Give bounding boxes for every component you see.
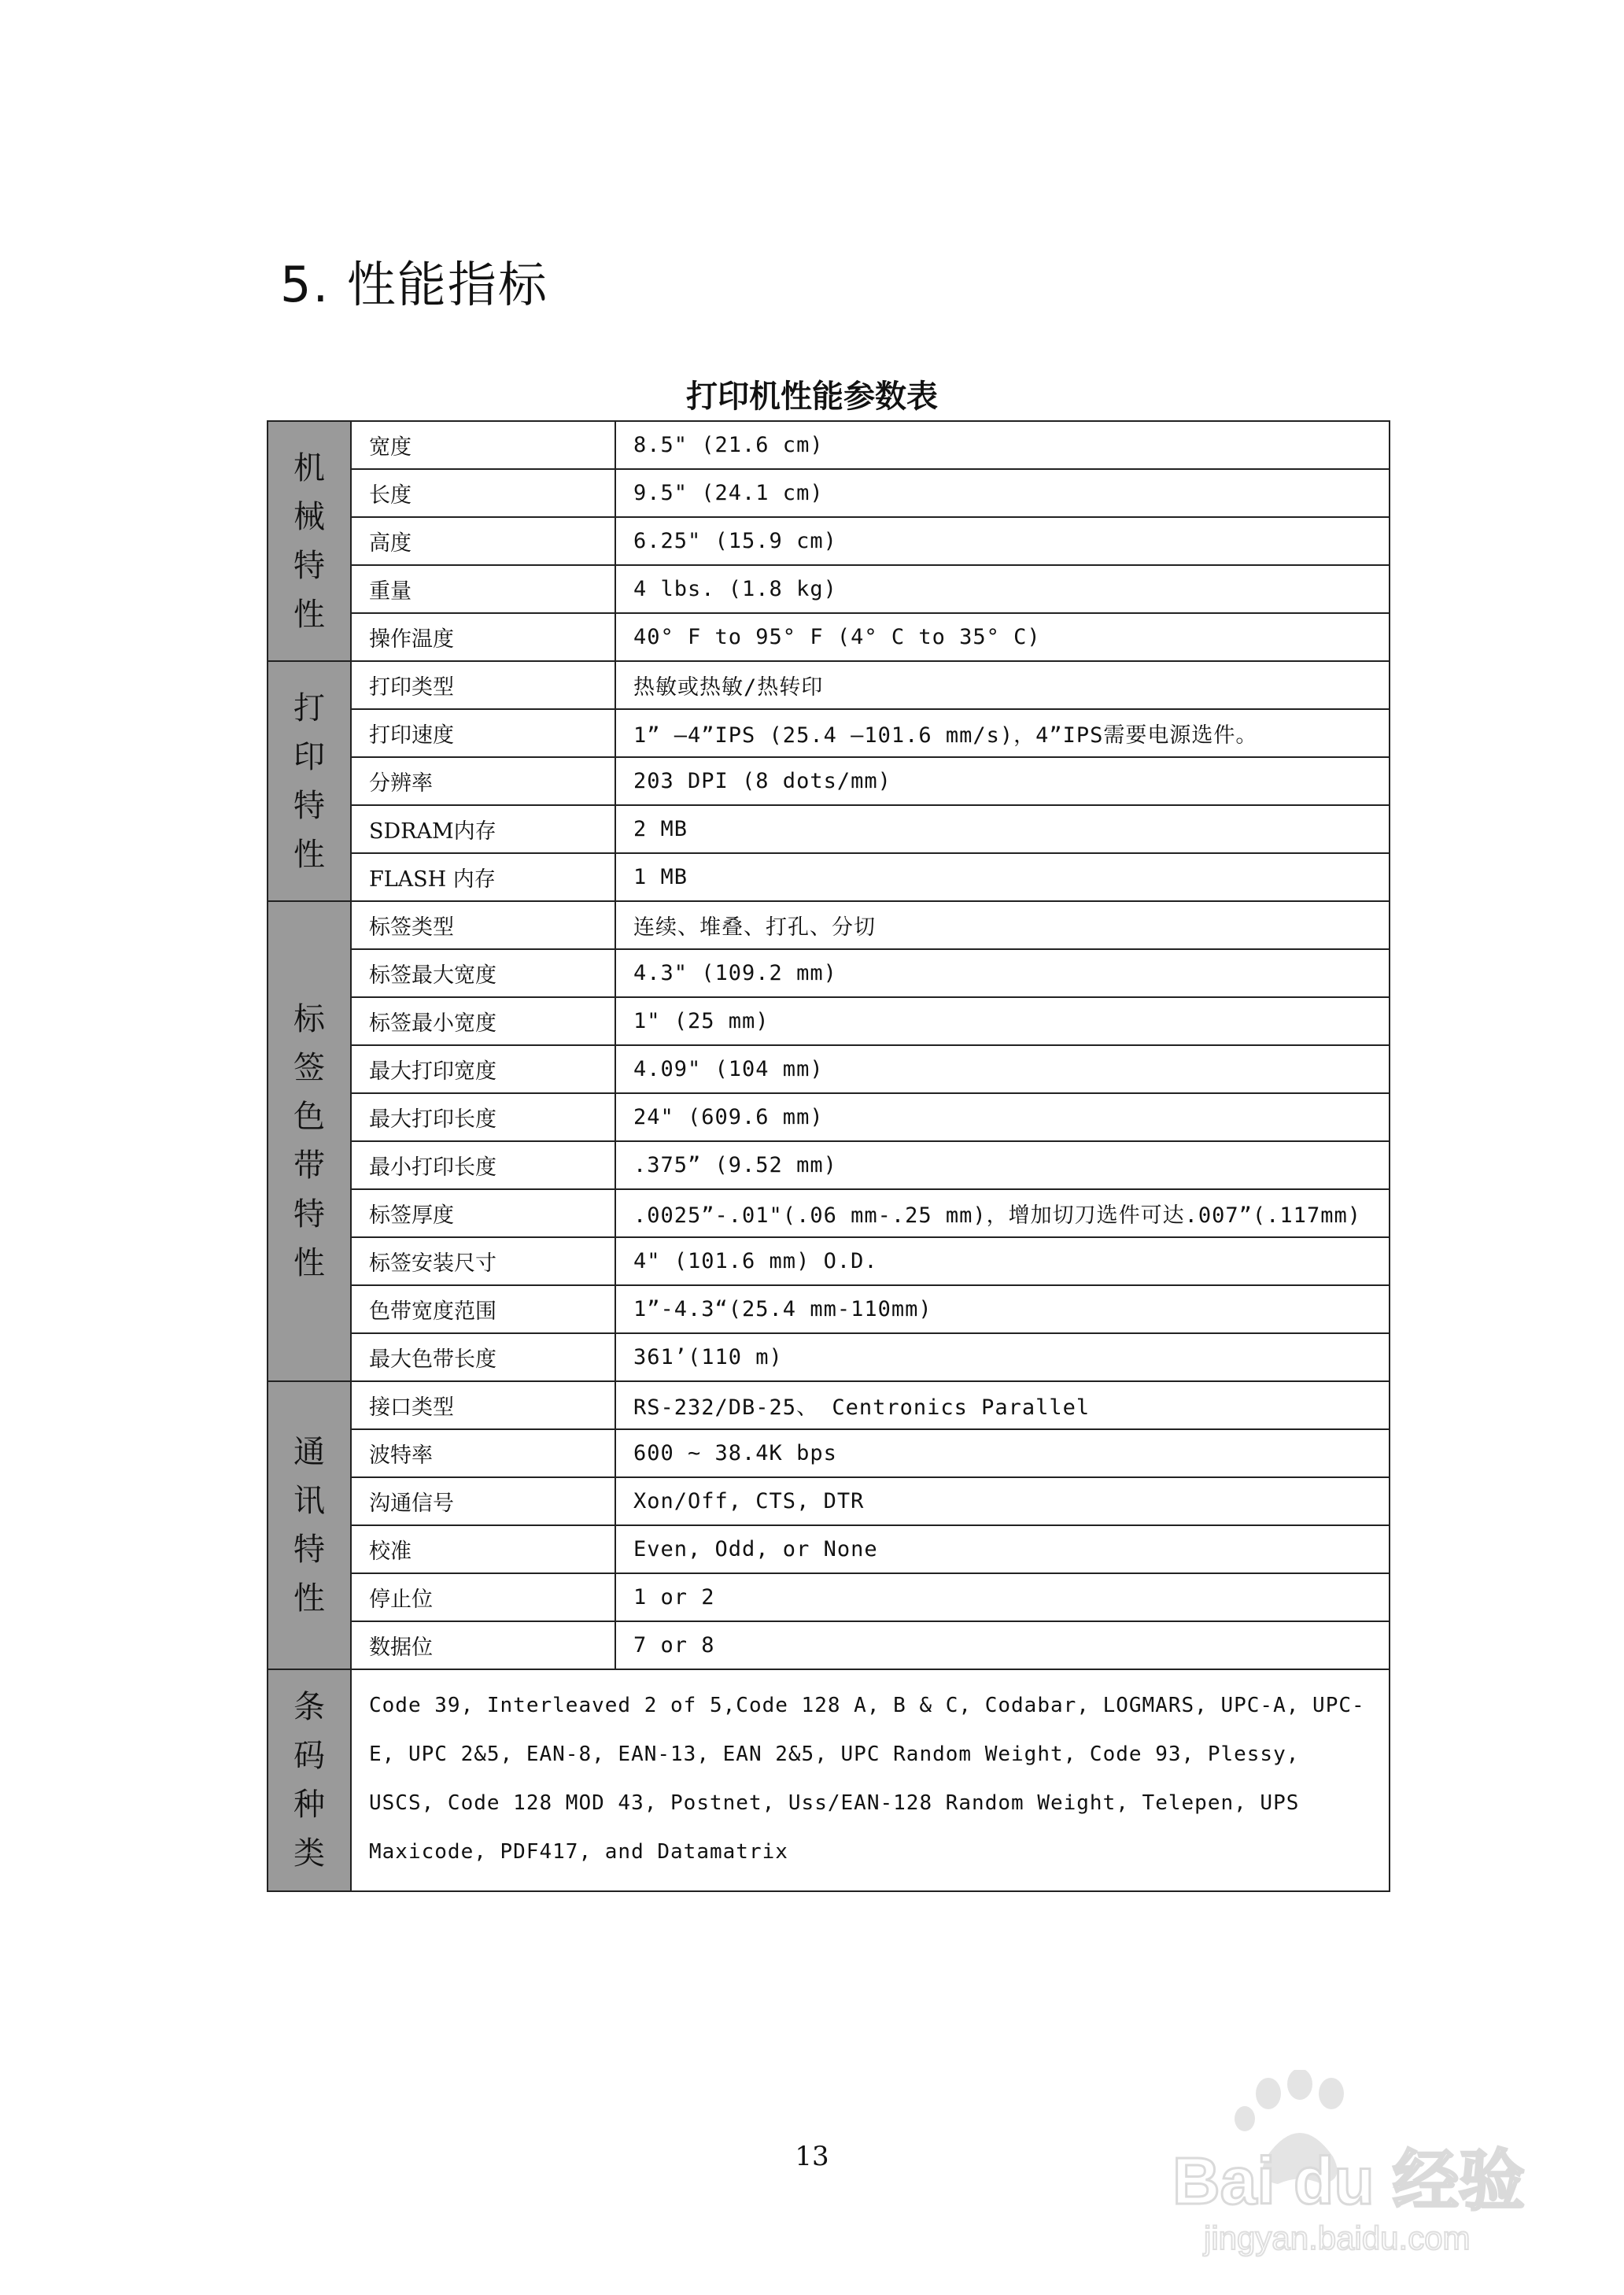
spec-value: .375” (9.52 mm) — [615, 1141, 1390, 1189]
spec-label: 高度 — [351, 517, 615, 565]
spec-value: 203 DPI (8 dots/mm) — [615, 757, 1390, 805]
spec-label: 标签最大宽度 — [351, 949, 615, 997]
table-row — [268, 901, 1390, 949]
table-row — [268, 949, 1390, 997]
table-row — [268, 1477, 1390, 1525]
category-label: 打印特性 — [293, 689, 325, 873]
category-label: 条码种类 — [293, 1689, 325, 1872]
table-row — [268, 805, 1390, 853]
spec-value: 24" (609.6 mm) — [615, 1093, 1390, 1141]
spec-label: FLASH 内存 — [351, 853, 615, 901]
spec-value: 8.5" (21.6 cm) — [615, 421, 1390, 469]
spec-value: 4.3" (109.2 mm) — [615, 949, 1390, 997]
table-row — [268, 1285, 1390, 1333]
watermark-logo-text: Bai du 经验 — [1172, 2144, 1526, 2218]
baidu-jingyan-watermark — [1157, 2070, 1582, 2259]
spec-label: 标签类型 — [351, 901, 615, 949]
spec-label: 打印速度 — [351, 709, 615, 757]
table-row — [268, 709, 1390, 757]
spec-value: 连续、堆叠、打孔、分切 — [615, 901, 1390, 949]
spec-value: 9.5" (24.1 cm) — [615, 469, 1390, 517]
category-cell — [268, 901, 351, 1381]
table-row — [268, 469, 1390, 517]
table-caption: 打印机性能参数表 — [686, 379, 938, 415]
spec-value: 2 MB — [615, 805, 1390, 853]
spec-value: 361’(110 m) — [615, 1333, 1390, 1381]
spec-label: 长度 — [351, 469, 615, 517]
spec-value: 6.25" (15.9 cm) — [615, 517, 1390, 565]
table-row — [268, 1045, 1390, 1093]
spec-value: 600 ~ 38.4K bps — [615, 1429, 1390, 1477]
category-cell — [268, 1381, 351, 1669]
spec-value: 热敏或热敏/热转印 — [615, 661, 1390, 709]
spec-label: 停止位 — [351, 1573, 615, 1621]
spec-value: 1” –4”IPS (25.4 –101.6 mm/s)，4”IPS需要电源选件。 — [615, 709, 1390, 757]
spec-label: 接口类型 — [351, 1381, 615, 1429]
watermark-url-text: jingyan.baidu.com — [1204, 2219, 1471, 2256]
table-row — [268, 1333, 1390, 1381]
table-row — [268, 517, 1390, 565]
table-row — [268, 1237, 1390, 1285]
category-label: 标签色带特性 — [293, 1001, 325, 1281]
table-row — [268, 661, 1390, 709]
table-row — [268, 1621, 1390, 1669]
spec-value: .0025”-.01"(.06 mm-.25 mm)，增加切刀选件可达.007”(.117mm) — [615, 1189, 1390, 1237]
spec-value: 4" (101.6 mm) O.D. — [615, 1237, 1390, 1285]
spec-value: Even, Odd, or None — [615, 1525, 1390, 1573]
spec-label: 色带宽度范围 — [351, 1285, 615, 1333]
spec-value: RS-232/DB-25、 Centronics Parallel — [615, 1381, 1390, 1429]
category-label: 通讯特性 — [293, 1434, 325, 1617]
table-row — [268, 565, 1390, 613]
table-row — [268, 997, 1390, 1045]
spec-label: 沟通信号 — [351, 1477, 615, 1525]
spec-table — [267, 420, 1390, 1892]
barcode-types-text: Code 39, Interleaved 2 of 5,Code 128 A, B & C, Codabar, LOGMARS, UPC-A, UPC-E, UPC 2&5, EAN-8, EAN-13, EAN 2&5, UPC Random Weight, Code 93, Plessy, USCS, Code 128 MOD 43, Postnet, Uss/EAN-128 Random Weight, Telepen, UPS Maxicode, PDF417, and Datamatrix — [351, 1669, 1390, 1891]
spec-table-body — [268, 421, 1390, 1891]
table-row — [268, 1573, 1390, 1621]
spec-value: 1" (25 mm) — [615, 997, 1390, 1045]
spec-label: 重量 — [351, 565, 615, 613]
category-cell — [268, 661, 351, 901]
spec-value: 40° F to 95° F (4° C to 35° C) — [615, 613, 1390, 661]
spec-label: 操作温度 — [351, 613, 615, 661]
spec-value: 1”-4.3“(25.4 mm-110mm) — [615, 1285, 1390, 1333]
spec-label: 分辨率 — [351, 757, 615, 805]
spec-label: 数据位 — [351, 1621, 615, 1669]
spec-label: 最大打印宽度 — [351, 1045, 615, 1093]
spec-label: 最大色带长度 — [351, 1333, 615, 1381]
table-row — [268, 853, 1390, 901]
spec-label: 宽度 — [351, 421, 615, 469]
spec-value: 1 MB — [615, 853, 1390, 901]
category-cell — [268, 421, 351, 661]
spec-value: 4 lbs. (1.8 kg) — [615, 565, 1390, 613]
category-label: 机械特性 — [293, 449, 325, 633]
spec-label: 标签最小宽度 — [351, 997, 615, 1045]
table-row — [268, 421, 1390, 469]
spec-value: 1 or 2 — [615, 1573, 1390, 1621]
table-row — [268, 1381, 1390, 1429]
spec-label: 校准 — [351, 1525, 615, 1573]
table-row — [268, 1093, 1390, 1141]
spec-label: 最大打印长度 — [351, 1093, 615, 1141]
spec-label: SDRAM内存 — [351, 805, 615, 853]
page-number: 13 — [795, 2141, 829, 2172]
spec-value: Xon/Off, CTS, DTR — [615, 1477, 1390, 1525]
spec-label: 最小打印长度 — [351, 1141, 615, 1189]
spec-label: 标签安装尺寸 — [351, 1237, 615, 1285]
spec-value: 7 or 8 — [615, 1621, 1390, 1669]
spec-label: 打印类型 — [351, 661, 615, 709]
category-cell — [268, 1669, 351, 1891]
table-row — [268, 1141, 1390, 1189]
table-row — [268, 613, 1390, 661]
spec-value: 4.09" (104 mm) — [615, 1045, 1390, 1093]
spec-label: 标签厚度 — [351, 1189, 615, 1237]
table-row-barcode — [268, 1669, 1390, 1891]
table-row — [268, 1429, 1390, 1477]
table-row — [268, 757, 1390, 805]
table-row — [268, 1525, 1390, 1573]
table-row — [268, 1189, 1390, 1237]
section-title: 5. 性能指标 — [280, 256, 548, 313]
spec-label: 波特率 — [351, 1429, 615, 1477]
